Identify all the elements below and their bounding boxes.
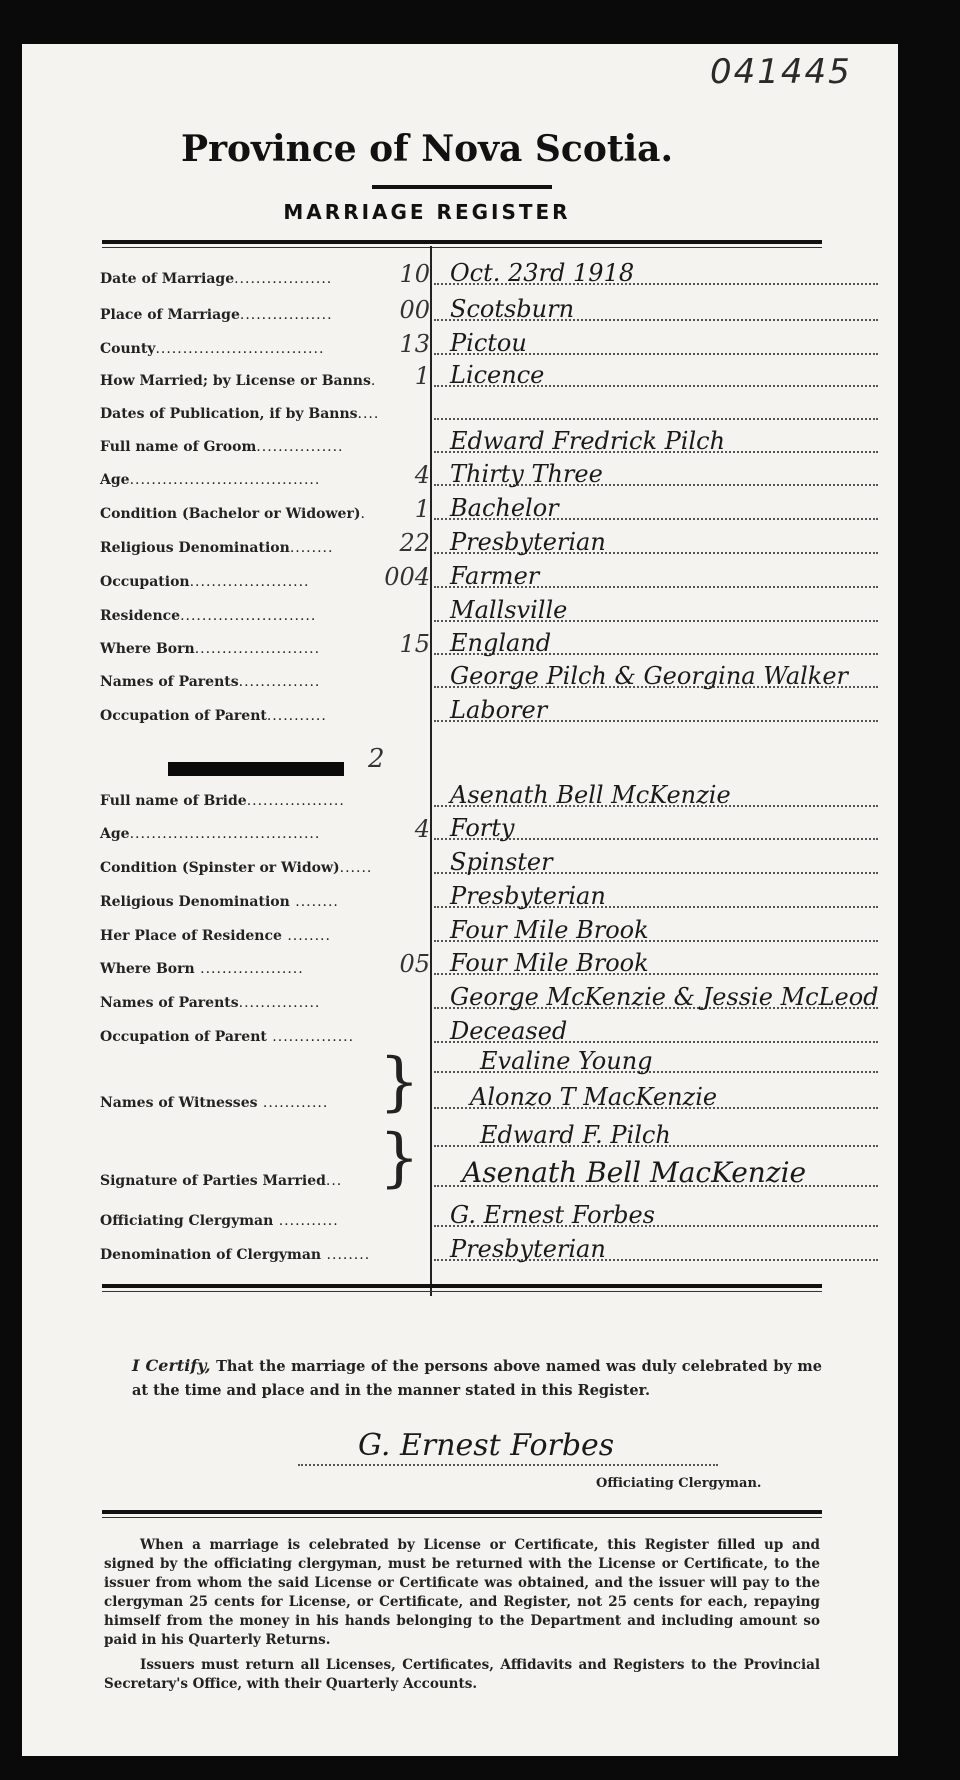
field-row-bride-condition bbox=[100, 847, 880, 879]
field-value: Licence bbox=[450, 361, 545, 389]
field-value: Farmer bbox=[450, 562, 540, 590]
field-label: Officiating Clergyman ........... bbox=[100, 1213, 339, 1229]
field-label: Her Place of Residence ........ bbox=[100, 928, 331, 944]
field-label: Age................................... bbox=[100, 472, 321, 488]
field-row-publication bbox=[100, 393, 880, 425]
field-row-clergy-denomination bbox=[100, 1234, 880, 1266]
witness-line-1 bbox=[100, 1046, 880, 1078]
field-label: Dates of Publication, if by Banns.... bbox=[100, 406, 380, 422]
field-label: Date of Marriage.................. bbox=[100, 271, 333, 287]
bride-signature: Asenath Bell MacKenzie bbox=[462, 1156, 807, 1189]
field-line bbox=[434, 418, 878, 420]
field-value: Pictou bbox=[450, 329, 527, 357]
top-rule-thin bbox=[102, 247, 822, 248]
groom-signature: Edward F. Pilch bbox=[480, 1121, 671, 1149]
field-row-groom-condition bbox=[100, 493, 880, 525]
field-code: 4 bbox=[414, 461, 430, 489]
signatures-brace: } bbox=[379, 1121, 420, 1195]
field-row-how-married bbox=[100, 360, 880, 392]
field-value: Forty bbox=[450, 814, 515, 842]
field-label: Occupation of Parent ............... bbox=[100, 1029, 355, 1045]
form-title: Province of Nova Scotia. bbox=[181, 128, 673, 170]
field-row-bride-age bbox=[100, 813, 880, 845]
field-code: 4 bbox=[414, 815, 430, 843]
field-label: Condition (Bachelor or Widower). bbox=[100, 506, 366, 522]
certification-text bbox=[132, 1354, 822, 1403]
field-label: Signature of Parties Married... bbox=[100, 1173, 343, 1189]
field-code: 10 bbox=[399, 260, 430, 288]
signature-line bbox=[298, 1464, 718, 1466]
field-row-date bbox=[100, 258, 880, 290]
field-value: Asenath Bell McKenzie bbox=[450, 781, 731, 809]
field-label: Where Born....................... bbox=[100, 641, 321, 657]
field-row-groom-name bbox=[100, 426, 880, 458]
field-row-groom-birthplace bbox=[100, 628, 880, 660]
middle-rule-thin bbox=[102, 1291, 822, 1292]
field-label: Names of Parents............... bbox=[100, 995, 321, 1011]
field-value: Scotsburn bbox=[450, 295, 575, 323]
field-label: Condition (Spinster or Widow)...... bbox=[100, 860, 373, 876]
field-row-groom-parent-occupation bbox=[100, 695, 880, 727]
field-value: George Pilch & Georgina Walker bbox=[450, 662, 849, 690]
field-row-groom-occupation bbox=[100, 561, 880, 593]
field-row-bride-name bbox=[100, 780, 880, 812]
field-row-groom-residence bbox=[100, 595, 880, 627]
field-value: George McKenzie & Jessie McLeod bbox=[450, 983, 879, 1011]
witness-2: Alonzo T MacKenzie bbox=[470, 1083, 718, 1111]
field-label: How Married; by License or Banns. bbox=[100, 373, 377, 389]
certify-lead: I Certify, bbox=[132, 1356, 211, 1375]
field-value: Four Mile Brook bbox=[450, 916, 649, 944]
instructions-notice: When a marriage is celebrated by License or Certificate, this Register filled up and signed by the officiating clergyman, must be returned with the License or Certificate, to the issuer from whom the said License or Certificate was obtained, and the issuer will pay to the clergyman 25 cents for License, or Certificate, and Register, not 25 cents for each, repaying himself from the money in his hands belonging to the Department and including amount so paid in his Quarterly Returns. bbox=[104, 1537, 820, 1648]
register-form bbox=[22, 44, 898, 1756]
field-row-place bbox=[100, 294, 880, 326]
field-value: Four Mile Brook bbox=[450, 949, 649, 977]
witnesses-brace: } bbox=[379, 1045, 420, 1119]
field-label: Religious Denomination........ bbox=[100, 540, 334, 556]
field-code: 1 bbox=[414, 495, 430, 523]
field-row-bride-parents bbox=[100, 982, 880, 1014]
bride-section-code: 2 bbox=[368, 744, 385, 774]
top-rule bbox=[102, 240, 822, 244]
signature-line-1 bbox=[100, 1120, 880, 1152]
field-value: Bachelor bbox=[450, 494, 559, 522]
field-label: Full name of Groom................ bbox=[100, 439, 344, 455]
field-label: Place of Marriage................. bbox=[100, 307, 333, 323]
document-number: 041445 bbox=[710, 52, 852, 92]
field-code: 1 bbox=[414, 362, 430, 390]
field-label: Occupation...................... bbox=[100, 574, 310, 590]
title-underline bbox=[372, 185, 552, 189]
field-value: Edward Fredrick Pilch bbox=[450, 427, 726, 455]
field-value: Laborer bbox=[450, 696, 548, 724]
field-code: 05 bbox=[399, 950, 430, 978]
field-label: Names of Parents............... bbox=[100, 674, 321, 690]
field-row-groom-religion bbox=[100, 527, 880, 559]
field-label: County............................... bbox=[100, 341, 325, 357]
lower-rule-thin bbox=[102, 1517, 822, 1518]
field-code: 13 bbox=[399, 330, 430, 358]
field-value: G. Ernest Forbes bbox=[450, 1201, 655, 1229]
field-row-groom-parents bbox=[100, 661, 880, 693]
middle-rule bbox=[102, 1284, 822, 1288]
field-value: Mallsville bbox=[450, 596, 568, 624]
witness-1: Evaline Young bbox=[480, 1047, 653, 1075]
field-row-groom-age bbox=[100, 459, 880, 491]
field-value: Presbyterian bbox=[450, 1235, 606, 1263]
field-value: Spinster bbox=[450, 848, 553, 876]
field-row-signatures bbox=[100, 1156, 880, 1192]
field-row-bride-residence bbox=[100, 915, 880, 947]
field-row-officiating-clergyman bbox=[100, 1200, 880, 1232]
field-row-county bbox=[100, 328, 880, 360]
certify-body: That the marriage of the persons above named was duly celebrated by me at the time and place and in the manner stated in this Register. bbox=[132, 1358, 822, 1399]
field-row-bride-parent-occupation bbox=[100, 1016, 880, 1048]
field-value: Oct. 23rd 1918 bbox=[450, 259, 635, 287]
field-code: 00 bbox=[399, 296, 430, 324]
field-code: 004 bbox=[384, 563, 430, 591]
field-label: Denomination of Clergyman ........ bbox=[100, 1247, 371, 1263]
field-label: Names of Witnesses ............ bbox=[100, 1095, 329, 1111]
clergyman-signature: G. Ernest Forbes bbox=[358, 1428, 615, 1463]
field-label: Age................................... bbox=[100, 826, 321, 842]
field-label: Where Born ................... bbox=[100, 961, 304, 977]
field-row-bride-birthplace bbox=[100, 948, 880, 980]
field-label: Full name of Bride.................. bbox=[100, 793, 345, 809]
field-label: Occupation of Parent........... bbox=[100, 708, 327, 724]
field-row-bride-religion bbox=[100, 881, 880, 913]
lower-rule bbox=[102, 1510, 822, 1514]
field-label: Residence......................... bbox=[100, 608, 317, 624]
field-value: England bbox=[450, 629, 552, 657]
field-value: Presbyterian bbox=[450, 528, 606, 556]
field-value: Presbyterian bbox=[450, 882, 606, 910]
field-row-witnesses bbox=[100, 1082, 880, 1114]
signature-caption: Officiating Clergyman. bbox=[596, 1476, 762, 1491]
field-value: Thirty Three bbox=[450, 460, 603, 488]
form-subtitle: MARRIAGE REGISTER bbox=[283, 200, 571, 224]
field-value: Deceased bbox=[450, 1017, 568, 1045]
field-code: 15 bbox=[399, 630, 430, 658]
field-code: 22 bbox=[399, 529, 430, 557]
issuers-notice: Issuers must return all Licenses, Certificates, Affidavits and Registers to the Provincial Secretary's Office, with their Quarterly Accounts. bbox=[104, 1657, 820, 1692]
section-divider-bar bbox=[168, 762, 344, 776]
field-label: Religious Denomination ........ bbox=[100, 894, 339, 910]
